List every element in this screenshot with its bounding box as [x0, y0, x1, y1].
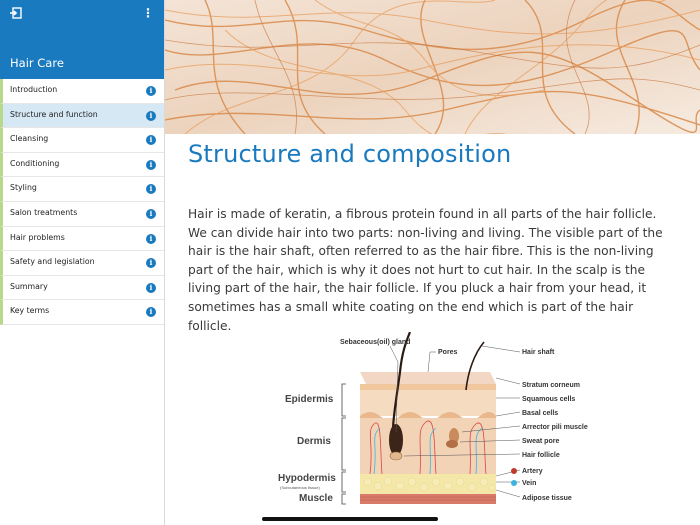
info-icon[interactable]: i [146, 160, 156, 170]
sidebar-item-label: Conditioning [10, 158, 60, 168]
sidebar-item-label: Safety and legislation [10, 257, 95, 267]
info-icon[interactable]: i [146, 86, 156, 96]
sidebar-item[interactable] [0, 251, 164, 276]
sidebar-item[interactable] [0, 276, 164, 301]
sidebar-item-label: Hair problems [10, 232, 65, 242]
artery-marker [511, 468, 517, 474]
skin-structure-diagram [270, 332, 610, 507]
sidebar-item-label: Styling [10, 183, 37, 193]
sidebar-item-label: Salon treatments [10, 207, 78, 217]
info-icon[interactable]: i [146, 307, 156, 317]
sidebar-item[interactable] [0, 202, 164, 227]
exit-icon[interactable] [10, 7, 22, 19]
label-basal-cells: Basal cells [522, 410, 559, 417]
info-icon[interactable]: i [146, 184, 156, 194]
layer-label-muscle: Muscle [299, 493, 333, 504]
label-sebaceous-gland: Sebaceous(oil) gland [340, 339, 411, 346]
info-icon[interactable]: i [146, 283, 156, 293]
sidebar-item-label: Introduction [10, 85, 58, 94]
label-stratum-corneum: Stratum corneum [522, 382, 580, 389]
more-menu-icon[interactable]: ⋮ [142, 6, 154, 20]
label-hair-shaft: Hair shaft [522, 349, 555, 356]
label-vein: Vein [522, 480, 537, 487]
info-icon[interactable]: i [146, 234, 156, 244]
label-pores: Pores [438, 349, 458, 356]
label-arrector-pili: Arrector pili muscle [522, 424, 588, 431]
sidebar-item[interactable] [0, 177, 164, 202]
label-artery: Artery [522, 468, 543, 475]
sidebar-item-label: Structure and function [10, 109, 98, 119]
content [188, 140, 678, 335]
info-icon[interactable]: i [146, 135, 156, 145]
sidebar-item-label: Summary [10, 281, 48, 291]
label-squamous-cells: Squamous cells [522, 396, 576, 403]
label-adipose-tissue: Adipose tissue [522, 495, 572, 502]
layer-brackets [342, 384, 346, 504]
sidebar-item[interactable] [0, 128, 164, 153]
vein-marker [511, 480, 517, 486]
sidebar-title: Hair Care [10, 56, 64, 70]
hero-hair-image [165, 0, 700, 134]
sidebar [0, 0, 165, 525]
info-icon[interactable]: i [146, 258, 156, 268]
label-sweat-pore: Sweat pore [522, 438, 560, 445]
info-icon[interactable]: i [146, 209, 156, 219]
sidebar-item[interactable] [0, 300, 164, 325]
page-title: Structure and composition [188, 140, 512, 168]
sidebar-item[interactable] [0, 79, 164, 104]
sidebar-item[interactable] [0, 153, 164, 178]
info-icon[interactable]: i [146, 111, 156, 121]
sidebar-header [0, 0, 164, 79]
sidebar-item[interactable] [0, 104, 164, 129]
layer-label-dermis: Dermis [297, 436, 331, 447]
sidebar-item-label: Key terms [10, 306, 50, 316]
nav-list [0, 79, 164, 325]
layer-label-hypodermis: Hypodermis [278, 473, 336, 484]
home-indicator[interactable] [262, 517, 438, 521]
body-paragraph: Hair is made of keratin, a fibrous protein found in all parts of the hair follicle. We can divide hair into two parts: non-living and living. The visible part of the hair is the hair shaft, often referred to as the hair fibre. This is the non-living part of the hair, which is why it does not hurt to cut hair. In the scalp is the living part of the hair, the hair follicle. If you pluck a hair from your head, it sometimes has a small white coating on the end which is part of the hair follicle. [188, 207, 663, 333]
layer-label-subcutaneous: (Subcutaneous tissue) [280, 485, 320, 490]
label-hair-follicle: Hair follicle [522, 452, 560, 459]
sidebar-item[interactable] [0, 227, 164, 252]
sidebar-item-label: Cleansing [10, 134, 49, 144]
layer-label-epidermis: Epidermis [285, 394, 334, 405]
